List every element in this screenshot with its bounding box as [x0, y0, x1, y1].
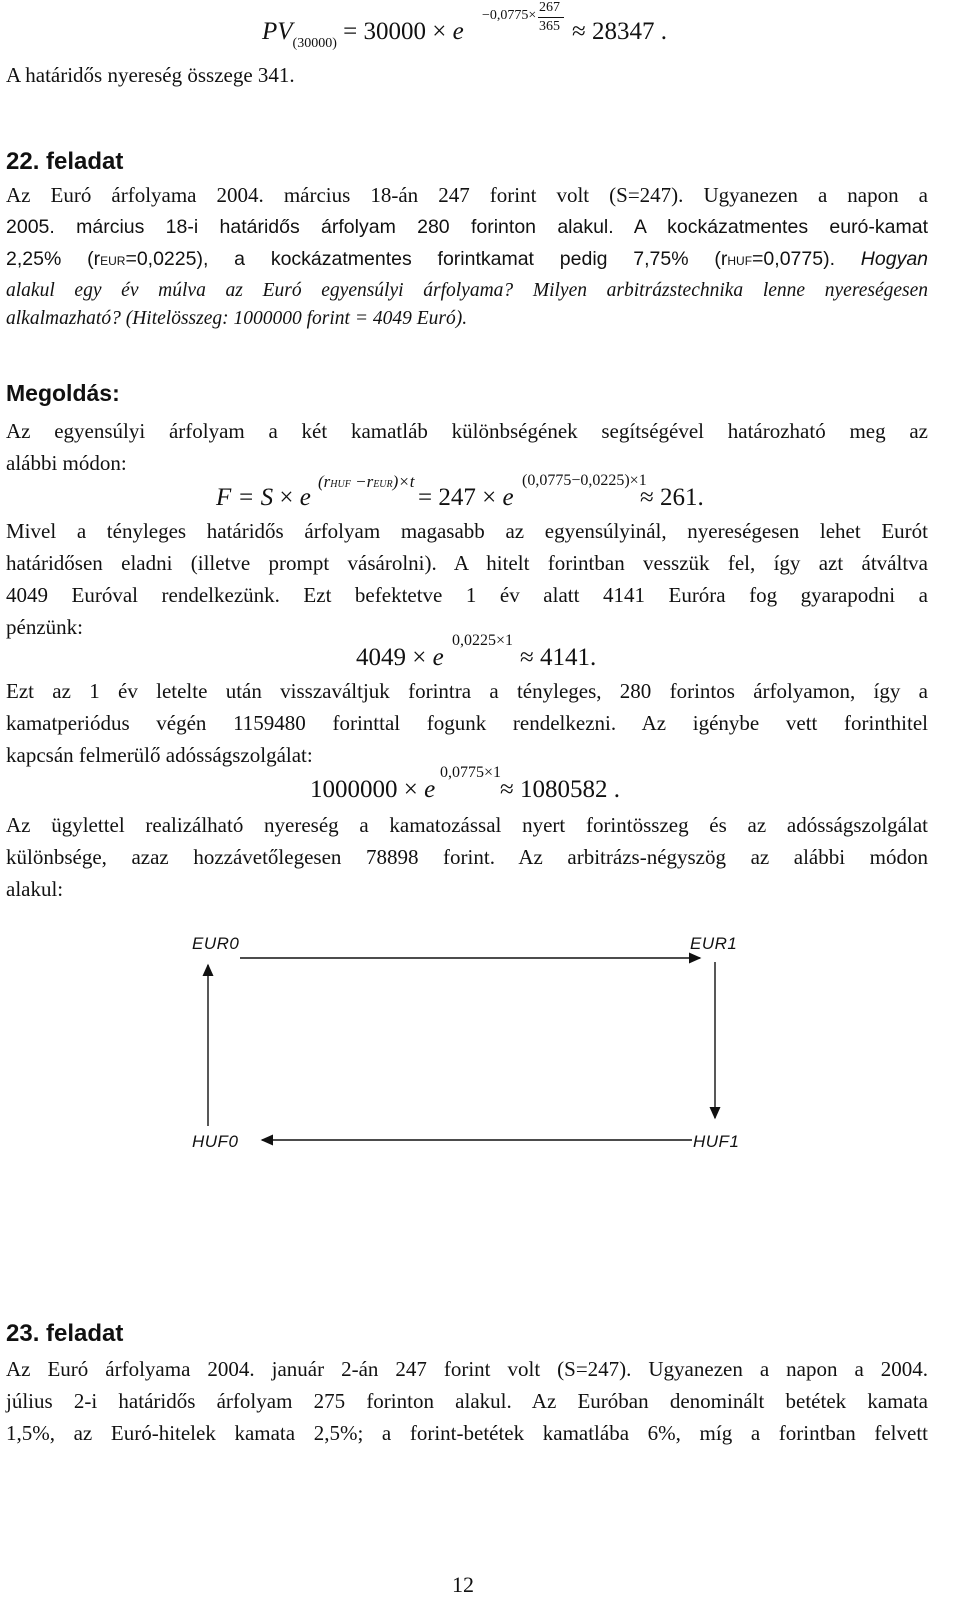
huf-debt-approx: ≈: [500, 776, 514, 803]
pv-approx: ≈: [572, 18, 586, 45]
task22-title: 22. feladat: [6, 148, 124, 175]
huf-debt-e: e: [424, 776, 436, 803]
task23-line1: Az Euró árfolyama 2004. január 2-án 247 forint volt (S=247). Ugyanezen a napon a 2004.: [6, 1357, 928, 1381]
pv-e: e: [452, 18, 464, 45]
solution-p3-line3: kapcsán felmerülő adósságszolgálat:: [6, 743, 313, 767]
forward-exp1-sub-huf: HUF: [330, 479, 351, 490]
forward-exponent-1: [318, 472, 415, 492]
forward-exp1-close: )×t: [392, 472, 415, 491]
task23-line2: július 2-i határidős árfolyam 275 forinton alakul. Az Euróban denominált betétek kamata: [6, 1389, 928, 1413]
task22-line5: alkalmazható? (Hitelösszeg: 1000000 forint = 4049 Euró).: [6, 308, 468, 329]
forward-eq-247: = 247: [418, 484, 476, 511]
task23-line3: 1,5%, az Euró-hitelek kamata 2,5%; a forint-betétek kamatlába 6%, míg a forintban felvett: [6, 1421, 928, 1445]
task22-line3-italic: Hogyan: [860, 248, 929, 270]
huf-debt-value: 1080582 .: [519, 776, 620, 803]
forward-result: [640, 484, 704, 512]
eur-growth-exponent: 0,0225×1: [452, 632, 514, 649]
solution-p1-line2: alábbi módon:: [6, 451, 127, 475]
solution-title: Megoldás:: [6, 380, 120, 406]
forward-exp1-open: (r: [318, 472, 331, 491]
label-huf0: HUF0: [192, 1132, 239, 1151]
task22-line3-a: 2,25% (r: [6, 248, 101, 270]
pv-fraction-den: 365: [539, 19, 560, 34]
label-huf1: HUF1: [693, 1132, 740, 1151]
page-number: 12: [452, 1572, 474, 1597]
pv-times: ×: [432, 18, 447, 45]
task22-line3-b: =0,0225), a kockázatmentes forintkamat pedig 7,75% (r: [125, 248, 728, 270]
huf-debt-exponent: 0,0775×1: [440, 764, 502, 781]
huf-debt-formula: [310, 776, 435, 804]
forward-eq-s: = S: [237, 484, 274, 511]
task22-sub-eur: EUR: [100, 254, 126, 268]
eur-growth-formula: [356, 644, 444, 672]
solution-p2-line4: pénzünk:: [6, 615, 83, 639]
pv-fraction-num: 267: [539, 0, 560, 15]
forward-e-2: e: [502, 484, 514, 511]
eur-growth-lhs: 4049: [356, 644, 406, 671]
forward-approx: ≈: [640, 484, 654, 511]
solution-p4-line2: különbsége, azaz hozzávetőlegesen 78898 forint. Az arbitrázs-négyszög az alábbi módon: [6, 845, 928, 869]
pv-result: [572, 18, 667, 46]
forward-times: ×: [279, 484, 294, 511]
huf-debt-times: ×: [403, 776, 418, 803]
solution-p4-line1: Az ügylettel realizálható nyereség a kamatozással nyert forintösszeg és az adósságszolgálat: [6, 813, 928, 837]
forward-f: F: [216, 484, 232, 511]
task22-line1: Az Euró árfolyama 2004. március 18-án 247 forint volt (S=247). Ugyanezen a napon a: [6, 183, 928, 207]
pv-exponent-text: −0,0775×: [482, 8, 537, 23]
solution-p3-line1: Ezt az 1 év letelte után visszaváltjuk forintra a tényleges, 280 forintos árfolyamon, így a: [6, 679, 928, 703]
forward-e: e: [299, 484, 311, 511]
forward-exponent-2: (0,0775−0,0225)×1: [522, 472, 647, 489]
forward-formula: [216, 484, 311, 512]
forward-exp1-mid: −r: [350, 472, 374, 491]
eur-growth-e: e: [432, 644, 444, 671]
pv-subscript: (30000): [292, 36, 337, 51]
solution-p3-line2: kamatperiódus végén 1159480 forinttal fogunk rendelkezni. Az igénybe vett forinthitel: [6, 711, 928, 735]
pv-formula: [262, 18, 464, 51]
eur-growth-approx: ≈: [520, 644, 534, 671]
eur-growth-times: ×: [412, 644, 427, 671]
forward-value: 261.: [659, 484, 704, 511]
profit-line: A határidős nyereség összege 341.: [6, 63, 295, 87]
pv-value: 28347 .: [591, 18, 667, 45]
forward-times-2: ×: [482, 484, 497, 511]
huf-debt-result: [500, 776, 620, 804]
eur-growth-value: 4141.: [539, 644, 597, 671]
pv-exponent: [482, 8, 536, 24]
huf-debt-lhs: 1000000: [310, 776, 398, 803]
solution-p4-line3: alakul:: [6, 877, 64, 901]
task22-line4: alakul egy év múlva az Euró egyensúlyi árfolyama? Milyen arbitrázstechnika lenne nyereségesen: [6, 280, 928, 301]
eur-growth-result: [520, 644, 596, 672]
label-eur0: EUR0: [192, 934, 240, 953]
pv-fraction-bar: [538, 17, 564, 18]
label-eur1: EUR1: [690, 934, 738, 953]
forward-formula-2: [418, 484, 514, 512]
task22-line3-c: =0,0775).: [752, 248, 861, 270]
solution-p2-line1: Mivel a tényleges határidős árfolyam magasabb az egyensúlyinál, nyereségesen lehet Eurót: [6, 519, 928, 543]
task23-title: 23. feladat: [6, 1320, 124, 1347]
task22-line3: [6, 244, 928, 276]
task22-sub-huf: HUF: [727, 254, 753, 268]
solution-p1-line1: Az egyensúlyi árfolyam a két kamatláb különbségének segítségével határozható meg az: [6, 419, 928, 443]
solution-p2-line2: határidősen eladni (illetve prompt vásárolni). A hitelt forintban vesszük fel, így azt átváltva: [6, 551, 928, 575]
pv-symbol: PV: [262, 18, 293, 45]
task22-line2: 2005. március 18-i határidős árfolyam 280 forinton alakul. A kockázatmentes euró-kamat: [6, 216, 928, 238]
pv-equals: = 30000: [343, 18, 426, 45]
forward-exp1-sub-eur: EUR: [373, 479, 393, 490]
solution-p2-line3: 4049 Euróval rendelkezünk. Ezt befektetve 1 év alatt 4141 Euróra fog gyarapodni a: [6, 583, 928, 607]
